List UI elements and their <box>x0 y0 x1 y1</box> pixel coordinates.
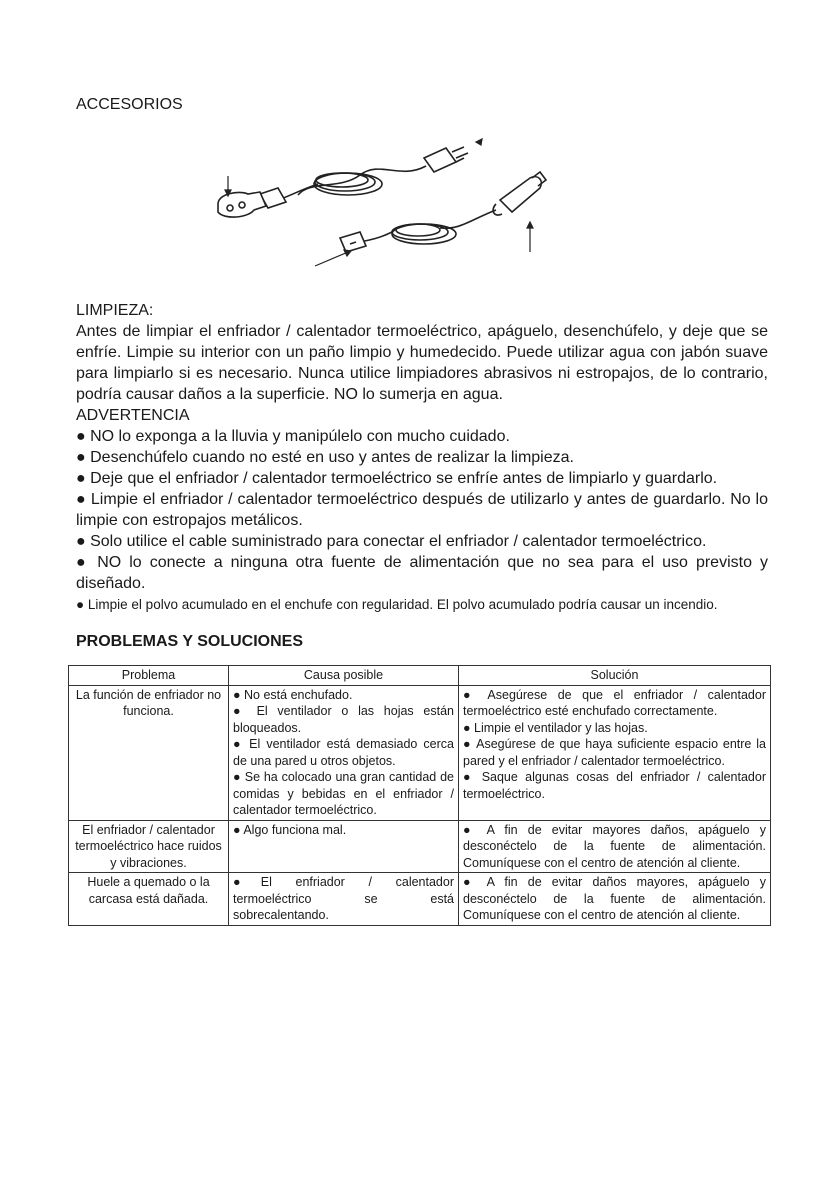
cause-cell <box>229 873 459 926</box>
warning-item: ● Limpie el enfriador / calentador termoeléctrico después de utilizarlo y antes de guardarlo. No lo limpie con estropajos metálicos. <box>76 491 768 529</box>
problem-cell: La función de enfriador no funciona. <box>69 685 229 820</box>
cause-cell <box>229 820 459 873</box>
solution-item: ● A fin de evitar mayores daños, apáguelo y desconéctelo de la fuente de alimentación. Comuníquese con el centro de atención al cliente. <box>463 822 766 870</box>
problem-cell: Huele a quemado o la carcasa está dañada. <box>69 873 229 926</box>
cause-item: ● Se ha colocado una gran cantidad de comidas y bebidas en el enfriador / calentador termoeléctrico. <box>233 770 454 817</box>
warning-item: ● NO lo conecte a ninguna otra fuente de alimentación que no sea para el uso previsto y diseñado. <box>76 554 768 592</box>
ac-power-cord-icon <box>218 147 468 217</box>
cause-cell <box>229 685 459 820</box>
cleaning-title: LIMPIEZA: <box>76 302 154 319</box>
cause-item: ● El ventilador o las hojas están bloqueados. <box>233 704 454 735</box>
solution-item: ● Asegúrese de que el enfriador / calentador termoeléctrico esté enchufado correctamente. <box>463 687 766 718</box>
table-row <box>69 820 771 873</box>
table-row <box>69 873 771 926</box>
troubleshooting-title: PROBLEMAS Y SOLUCIONES <box>76 633 303 650</box>
dc-car-plug-cord-icon <box>340 172 546 252</box>
warning-item: ● Deje que el enfriador / calentador termoeléctrico se enfríe antes de limpiarlo y guardarlo. <box>76 470 718 487</box>
cleaning-paragraph: Antes de limpiar el enfriador / calentador termoeléctrico, apáguelo, desenchúfelo, y deje que se enfríe. Limpie su interior con un paño limpio y humedecido. Puede utilizar agua con jabón suave para limpiarlo si es necesario. Nunca utilice limpiadores abrasivos ni estropajos, de lo contrario, podría causar daños a la superficie. NO lo sumerja en agua. <box>76 323 768 403</box>
text-section <box>76 300 768 615</box>
cause-item: ● El ventilador está demasiado cerca de una pared u otros objetos. <box>233 737 454 768</box>
solution-item: ● A fin de evitar daños mayores, apáguelo y desconéctelo de la fuente de alimentación. Comuníquese con el centro de atención al cliente. <box>463 875 766 922</box>
cause-item: ● No está enchufado. <box>233 687 353 702</box>
warning-item: ● Desenchúfelo cuando no esté en uso y antes de realizar la limpieza. <box>76 449 574 466</box>
solution-cell <box>459 820 771 873</box>
cause-item: ● Algo funciona mal. <box>233 822 347 837</box>
troubleshooting-table <box>68 665 771 926</box>
accessories-illustration <box>200 120 560 290</box>
warning-item: ● Solo utilice el cable suministrado para conectar el enfriador / calentador termoeléctrico. <box>76 533 707 550</box>
table-header-row <box>69 666 771 686</box>
solution-cell <box>459 685 771 820</box>
accessories-title: ACCESORIOS <box>76 96 183 113</box>
warning-item: ● Limpie el polvo acumulado en el enchufe con regularidad. El polvo acumulado podría causar un incendio. <box>76 597 718 612</box>
header-problem: Problema <box>69 666 229 686</box>
solution-item: ● Asegúrese de que haya suficiente espacio entre la pared y el enfriador / calentador termoeléctrico. <box>463 737 766 768</box>
header-solution: Solución <box>459 666 771 686</box>
warning-title: ADVERTENCIA <box>76 407 190 424</box>
solution-cell <box>459 873 771 926</box>
warning-item: ● NO lo exponga a la lluvia y manipúlelo con mucho cuidado. <box>76 428 510 445</box>
problem-cell: El enfriador / calentador termoeléctrico hace ruidos y vibraciones. <box>69 820 229 873</box>
header-cause: Causa posible <box>229 666 459 686</box>
cause-item: ●El enfriador / calentador termoeléctrico se está sobrecalentando. <box>233 875 454 922</box>
solution-item: ● Saque algunas cosas del enfriador / calentador termoeléctrico. <box>463 770 766 801</box>
solution-item: ● Limpie el ventilador y las hojas. <box>463 720 648 735</box>
table-row <box>69 685 771 820</box>
